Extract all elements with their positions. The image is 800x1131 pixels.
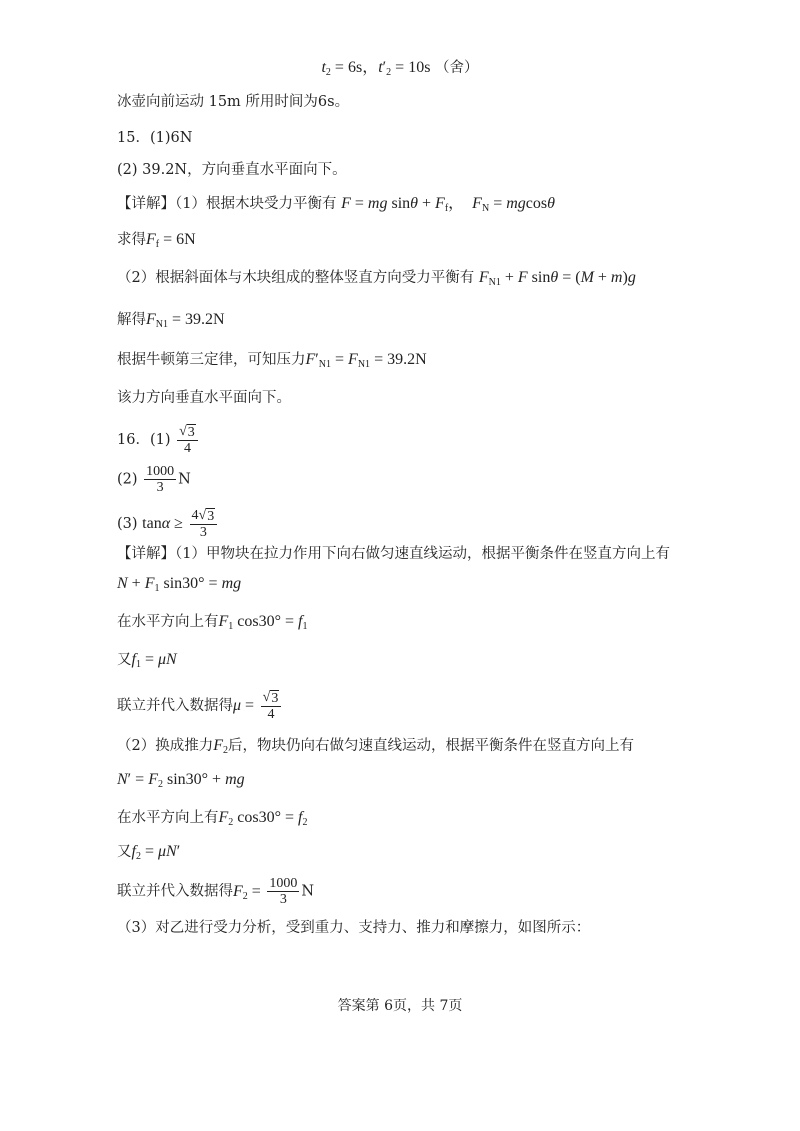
equation-friction-1: 又$f_1 = \mu N$ [117, 651, 177, 670]
detail-16-3: （3）对乙进行受力分析，受到重力、支持力、推力和摩擦力，如图所示： [117, 920, 591, 936]
answer-16-part3: (3) tanα ≥ 4√ 3 3 [117, 508, 219, 540]
detail-16-1: 【详解】（1）甲物块在拉力作用下向右做匀速直线运动，根据平衡条件在竖直方向上有 [117, 546, 670, 562]
page-footer: 答案第 6页，共 7页 [337, 998, 463, 1014]
answer-15-part2: (2) 39.2N，方向垂直水平面向下。 [117, 162, 347, 178]
result-normal-force: 解得$F_{N1} = 39.2N$ [117, 311, 225, 330]
result-friction: 求得$F_f = 6N$ [117, 231, 196, 250]
paragraph-conclusion-14: 冰壶向前运动 15m 所用时间为6s。 [117, 94, 350, 110]
answer-15-part1: 15．(1)6N [117, 130, 193, 146]
equation-horizontal-2: 在水平方向上有$F_2$ $\cos 30^\circ = f_2$ [117, 809, 308, 828]
equation-times: $t_2 = 6s$，$t'_2 = 10s$ （舍） [321, 59, 479, 78]
force-direction: 该力方向垂直水平面向下。 [117, 390, 291, 406]
detail-15-2: （2）根据斜面体与木块组成的整体竖直方向受力平衡有 $F_{N1} + F$ sinθ = (M + m)g [117, 269, 636, 288]
answer-16-part1: 16．(1) √ 3 4 [117, 424, 200, 456]
equation-vertical-1: $N + F_1$ sin30° = mg [117, 575, 242, 594]
detail-16-2: （2）换成推力$F_2$后，物块仍向右做匀速直线运动，根据平衡条件在竖直方向上有 [117, 737, 635, 756]
detail-15-1: 【详解】（1）根据木块受力平衡有 F = mg $\sin\theta + F_f$， $F_N = mgcos\theta$ [117, 195, 555, 214]
answer-16-part2: (2) $\frac{1000}{3}$ N [117, 464, 191, 495]
newton-third-law: 根据牛顿第三定律，可知压力$F'_{N1} = F_{N1} = 39.2N$ [117, 351, 427, 370]
result-mu: 联立并代入数据得μ = √ 3 4 [117, 690, 283, 722]
equation-vertical-2: $N' = F_2$ sin30° + mg [117, 771, 245, 790]
equation-friction-2: 又$f_2 = \mu N'$ [117, 843, 181, 862]
result-f2: 联立并代入数据得$F_2$ = $\frac{1000}{3}$ N [117, 876, 315, 907]
equation-horizontal-1: 在水平方向上有$F_1$ $\cos 30^\circ = f_1$ [117, 613, 308, 632]
